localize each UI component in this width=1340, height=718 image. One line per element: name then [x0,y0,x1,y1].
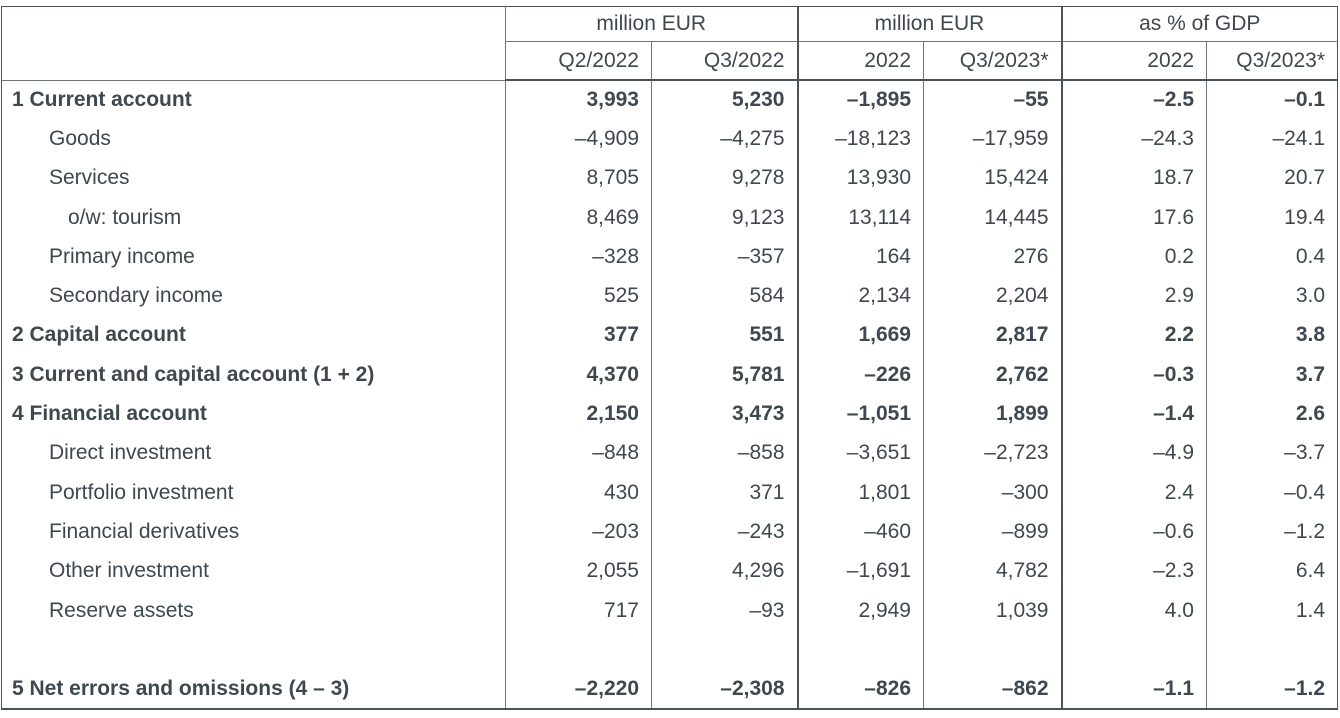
value-cell: –0.3 [1062,355,1207,394]
value-cell [924,630,1062,669]
value-cell: –18,123 [798,119,924,158]
value-cell: –1.2 [1207,669,1338,708]
column-header: Q3/2023* [924,42,1062,81]
table-header [2,7,1338,81]
value-cell: 1.4 [1207,591,1338,630]
value-cell: –3,651 [798,434,924,473]
value-cell: –0.6 [1062,512,1207,551]
value-cell: 4,782 [924,552,1062,591]
value-cell: –1,051 [798,394,924,433]
table-row [2,512,1338,551]
value-cell: –2.3 [1062,552,1207,591]
value-cell: 0.4 [1207,237,1338,276]
value-cell: –2,723 [924,434,1062,473]
table-row [2,591,1338,630]
value-cell: 4,296 [652,552,798,591]
value-cell: 2,762 [924,355,1062,394]
value-cell: –24.3 [1062,119,1207,158]
column-header: Q2/2022 [506,42,652,81]
table-row [2,80,1338,119]
value-cell [652,630,798,669]
value-cell: –862 [924,669,1062,708]
value-cell: 0.2 [1062,237,1207,276]
value-cell: –55 [924,80,1062,119]
table-row [2,198,1338,237]
table-row [2,434,1338,473]
row-label: Portfolio investment [49,480,234,504]
row-label: 3 Current and capital account (1 + 2) [12,362,375,386]
value-cell: 276 [924,237,1062,276]
row-label: 5 Net errors and omissions (4 – 3) [12,676,350,700]
row-label: Secondary income [49,284,223,308]
value-cell: 2.4 [1062,473,1207,512]
value-cell: –1,895 [798,80,924,119]
table-row [2,394,1338,433]
value-cell: –1.1 [1062,669,1207,708]
group-header-row [2,7,1338,42]
value-cell: 2,055 [506,552,652,591]
value-cell: –3.7 [1207,434,1338,473]
value-cell: –2,308 [652,669,798,708]
value-cell: –357 [652,237,798,276]
value-cell: 13,114 [798,198,924,237]
row-label: 1 Current account [12,87,192,111]
value-cell: –243 [652,512,798,551]
row-label: Services [49,166,130,190]
value-cell: 430 [506,473,652,512]
value-cell: –1,691 [798,552,924,591]
value-cell: –826 [798,669,924,708]
table-row [2,316,1338,355]
value-cell [1207,630,1338,669]
value-cell: 1,801 [798,473,924,512]
row-label: Other investment [49,559,209,583]
value-cell: –4.9 [1062,434,1207,473]
value-cell: –203 [506,512,652,551]
value-cell: –4,275 [652,119,798,158]
value-cell: 8,705 [506,159,652,198]
value-cell: 551 [652,316,798,355]
value-cell: –2,220 [506,669,652,708]
value-cell: 8,469 [506,198,652,237]
value-cell [1062,630,1207,669]
value-cell: 19.4 [1207,198,1338,237]
table-row [2,119,1338,158]
value-cell: 5,230 [652,80,798,119]
column-header: 2022 [1062,42,1207,81]
group-header-million-eur-annual: million EUR [798,7,1062,42]
table-row [2,630,1338,669]
value-cell: –226 [798,355,924,394]
value-cell [506,630,652,669]
value-cell: –858 [652,434,798,473]
value-cell: –848 [506,434,652,473]
value-cell [798,630,924,669]
group-header-million-eur-quarterly: million EUR [506,7,798,42]
row-label: 4 Financial account [12,402,207,426]
value-cell: –328 [506,237,652,276]
value-cell: 525 [506,276,652,315]
row-label: Reserve assets [49,598,194,622]
value-cell: –17,959 [924,119,1062,158]
value-cell: –24.1 [1207,119,1338,158]
value-cell: 2.6 [1207,394,1338,433]
value-cell: 2.2 [1062,316,1207,355]
value-cell: 3.7 [1207,355,1338,394]
value-cell: 2.9 [1062,276,1207,315]
value-cell: –300 [924,473,1062,512]
value-cell: 3.8 [1207,316,1338,355]
value-cell: 2,134 [798,276,924,315]
value-cell: 18.7 [1062,159,1207,198]
value-cell: –1.2 [1207,512,1338,551]
table-row [2,669,1338,708]
value-cell: 9,123 [652,198,798,237]
row-label: 2 Capital account [12,323,186,347]
value-cell: 3,993 [506,80,652,119]
table-row [2,473,1338,512]
value-cell: 2,817 [924,316,1062,355]
value-cell: 6.4 [1207,552,1338,591]
value-cell: 1,669 [798,316,924,355]
group-header-pct-gdp: as % of GDP [1062,7,1338,42]
row-label: Goods [49,126,111,150]
value-cell: –899 [924,512,1062,551]
row-label: Financial derivatives [49,519,240,543]
value-cell: –4,909 [506,119,652,158]
value-cell: 377 [506,316,652,355]
value-cell: 15,424 [924,159,1062,198]
row-label: Direct investment [49,441,212,465]
row-label [2,630,506,669]
value-cell: 20.7 [1207,159,1338,198]
row-label: o/w: tourism [68,205,182,229]
table-row [2,159,1338,198]
value-cell: 1,039 [924,591,1062,630]
value-cell: 3,473 [652,394,798,433]
value-cell: –0.1 [1207,80,1338,119]
table-body [2,80,1338,709]
row-label: Primary income [49,244,195,268]
value-cell: 17.6 [1062,198,1207,237]
table-row [2,552,1338,591]
value-cell: 13,930 [798,159,924,198]
table-row [2,276,1338,315]
table-row [2,355,1338,394]
value-cell: 2,150 [506,394,652,433]
column-header: Q3/2023* [1207,42,1338,81]
value-cell: 5,781 [652,355,798,394]
value-cell: 14,445 [924,198,1062,237]
value-cell: –2.5 [1062,80,1207,119]
value-cell: 2,949 [798,591,924,630]
corner-cell [2,7,506,81]
balance-of-payments-table [1,6,1338,710]
value-cell: –460 [798,512,924,551]
value-cell: 164 [798,237,924,276]
value-cell: 4,370 [506,355,652,394]
table-row [2,237,1338,276]
column-header: 2022 [798,42,924,81]
value-cell: 4.0 [1062,591,1207,630]
column-header: Q3/2022 [652,42,798,81]
value-cell: 584 [652,276,798,315]
value-cell: 2,204 [924,276,1062,315]
value-cell: 371 [652,473,798,512]
value-cell: 1,899 [924,394,1062,433]
value-cell: –0.4 [1207,473,1338,512]
value-cell: 9,278 [652,159,798,198]
value-cell: –93 [652,591,798,630]
value-cell: 717 [506,591,652,630]
value-cell: 3.0 [1207,276,1338,315]
value-cell: –1.4 [1062,394,1207,433]
